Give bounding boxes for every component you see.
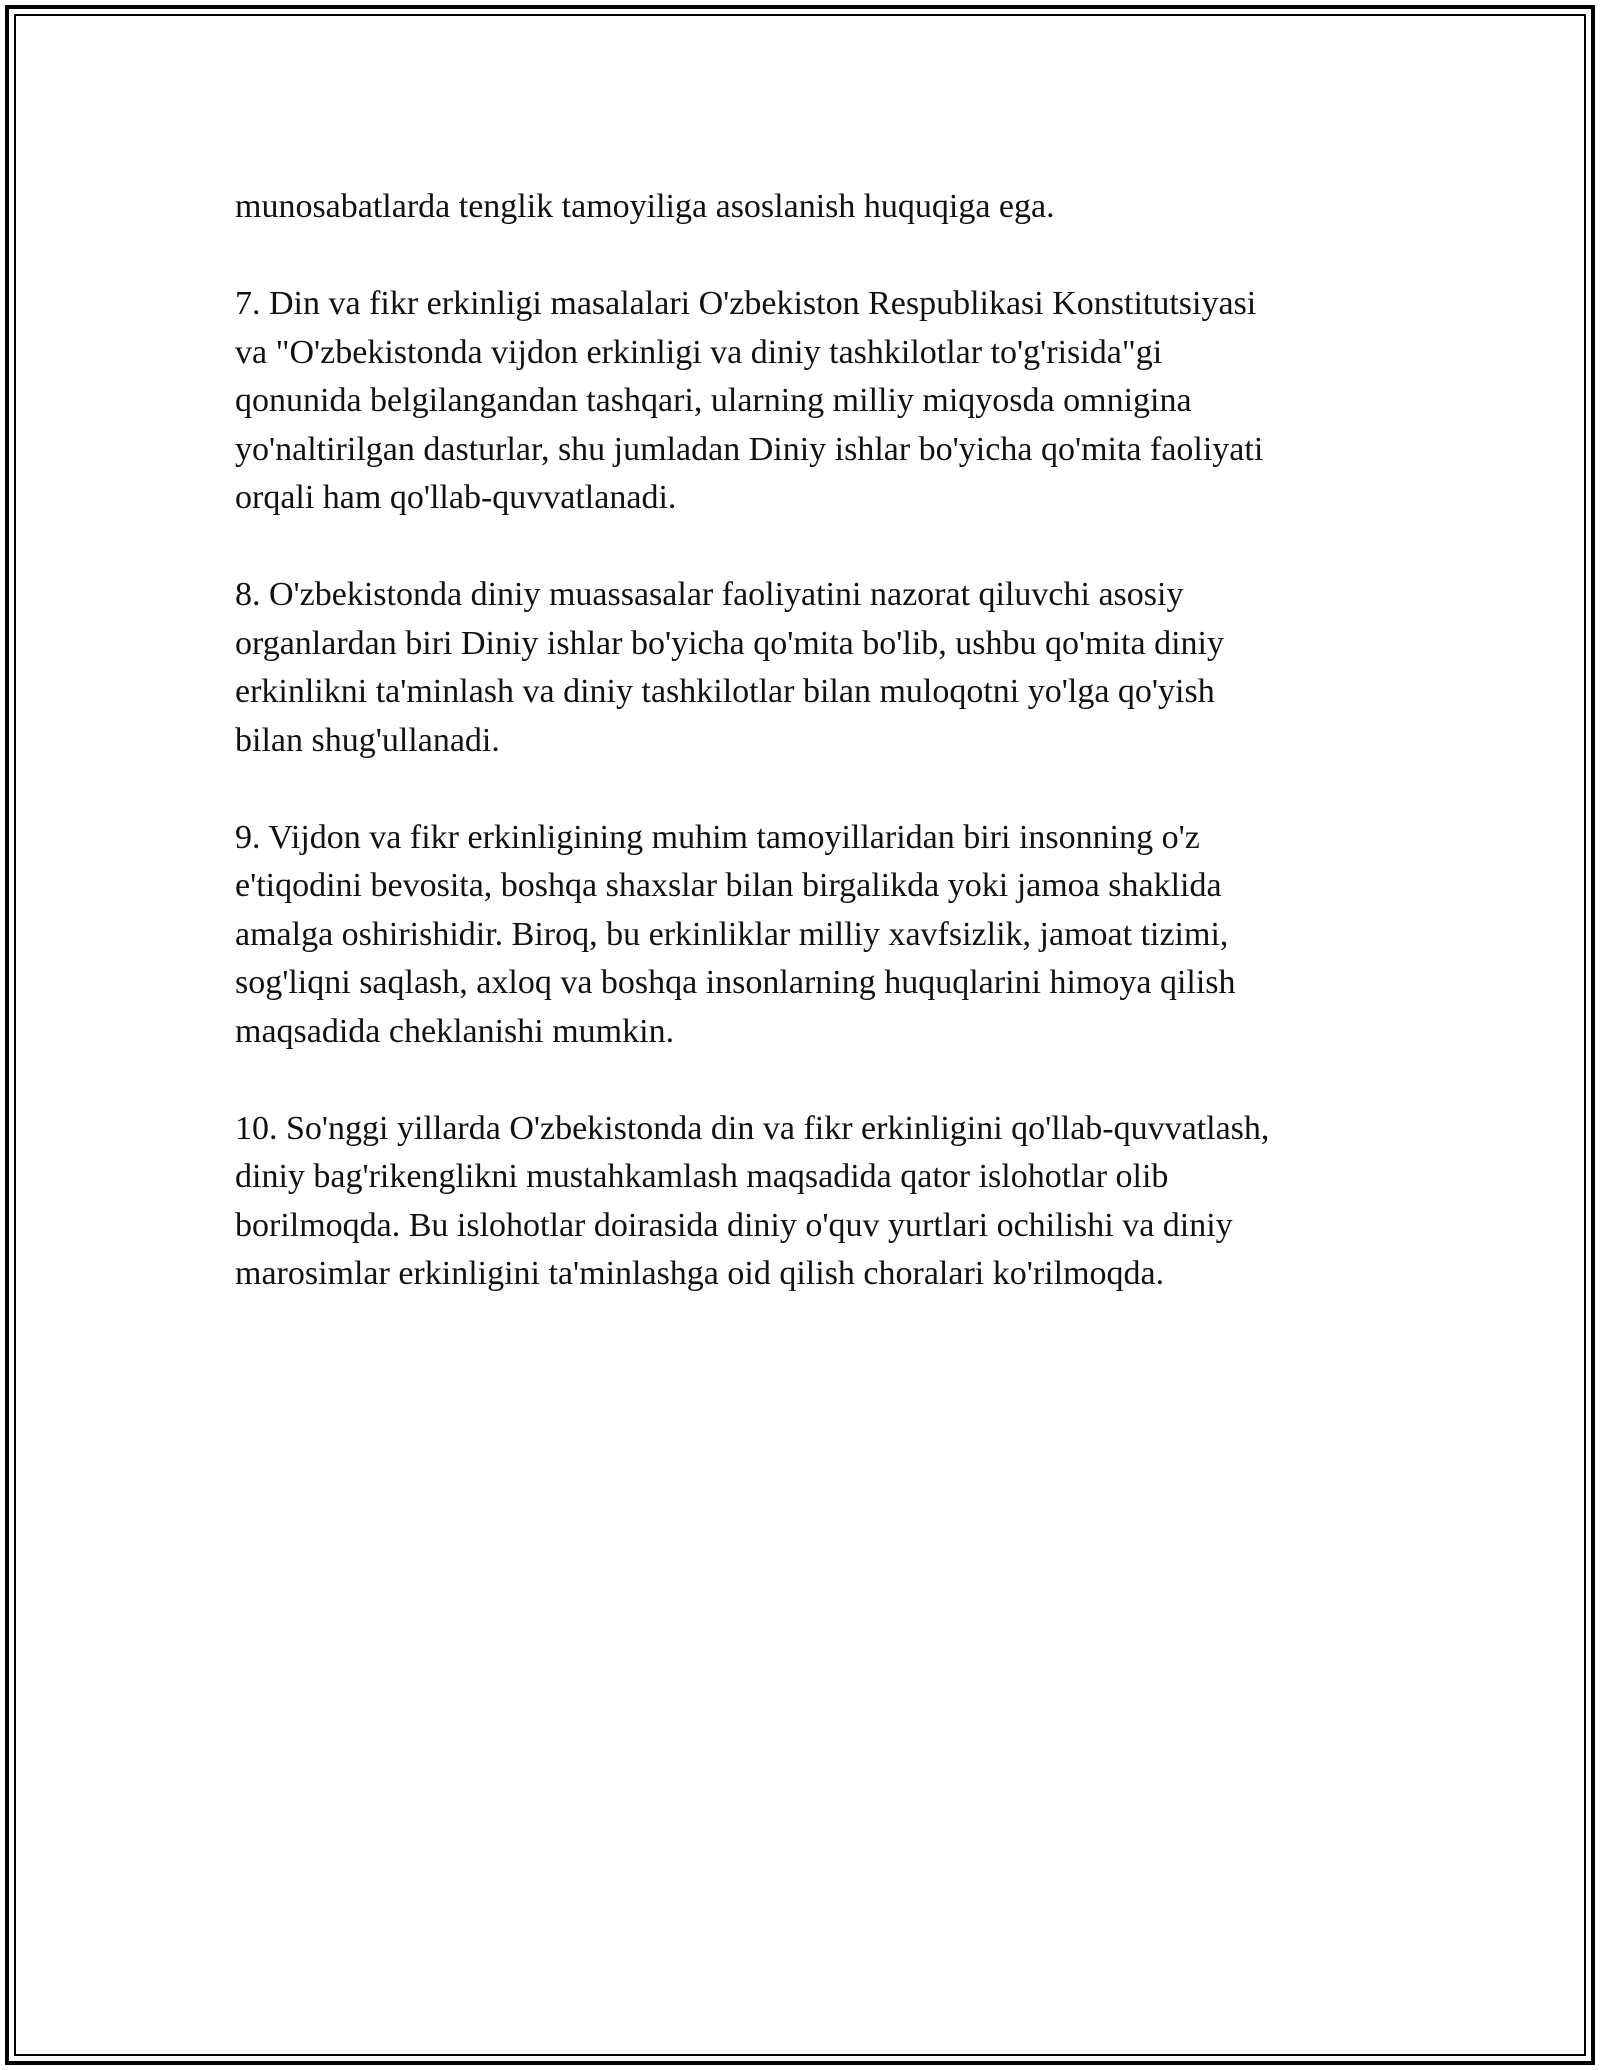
paragraph-10: 10. So'nggi yillarda O'zbekistonda din va fikr erkinligini qo'llab-quvvatlash, diniy bag'rikenglikni mustahkamlash maqsadida qator islohotlar olib borilmoqda. Bu islohotlar doirasida diniy o'quv yurtlari ochilishi va diniy marosimlar erkinligini ta'minlashga oid qilish choralari ko'rilmoqda. (235, 1109, 1270, 1292)
paragraph-8: 8. O'zbekistonda diniy muassasalar faoliyatini nazorat qiluvchi asosiy organlardan biri Diniy ishlar bo'yicha qo'mita bo'lib, ushbu qo'mita diniy erkinlikni ta'minlash va diniy tashkilotlar bilan muloqotni yo'lga qo'yish bilan shug'ullanadi. (235, 576, 1224, 759)
paragraph-9: 9. Vijdon va fikr erkinligining muhim tamoyillaridan biri insonning o'z e'tiqodini bevosita, boshqa shaxslar bilan birgalikda yoki jamoa shaklida amalga oshirishidir. Biroq, bu erkinliklar milliy xavfsizlik, jamoat tizimi, sog'liqni saqlash, axloq va boshqa insonlarning huquqlarini himoya qilish maqsadida cheklanishi mumkin. (235, 818, 1236, 1050)
paragraph-continuation: munosabatlarda tenglik tamoyiliga asoslanish huquqiga ega. (235, 188, 1055, 225)
paragraph-7: 7. Din va fikr erkinligi masalalari O'zbekiston Respublikasi Konstitutsiyasi va "O'zbekistonda vijdon erkinligi va diniy tashkilotlar to'g'risida"gi qonunida belgilangandan tashqari, ularning milliy miqyosda omnigina yo'naltirilgan dasturlar, shu jumladan Diniy ishlar bo'yicha qo'mita faoliyati orqali ham qo'llab-quvvatlanadi. (235, 285, 1264, 516)
document-body (235, 183, 1365, 1347)
